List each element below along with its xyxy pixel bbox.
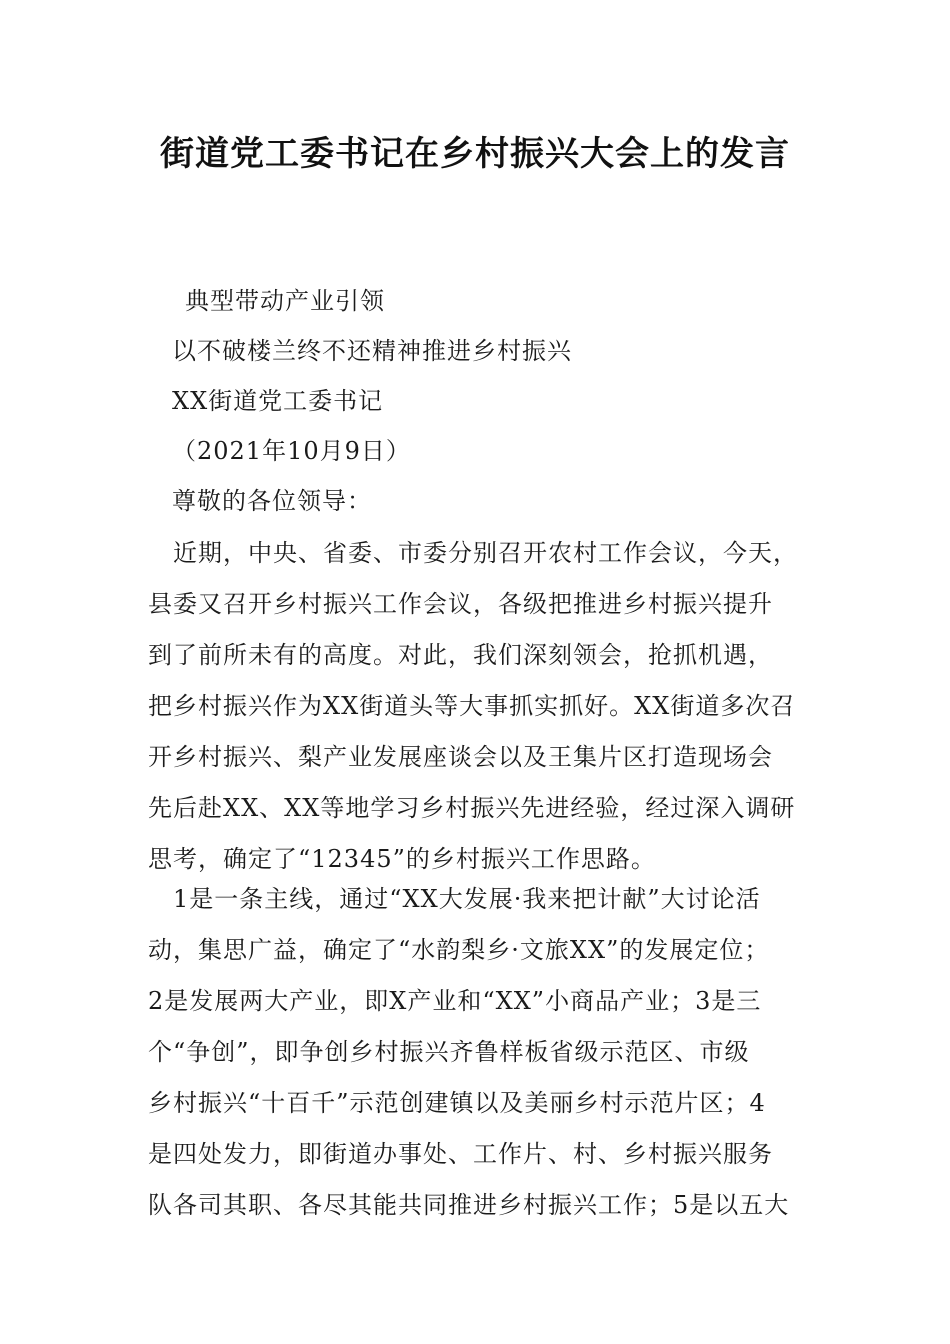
paragraph-line: 先后赴XX、XX等地学习乡村振兴先进经验，经过深入调研 [148,794,796,822]
paragraph-line: 是四处发力，即街道办事处、工作片、村、乡村振兴服务 [148,1140,773,1168]
paragraph-line: 2是发展两大产业，即X产业和“XX”小商品产业；3是三 [148,987,762,1015]
paragraph-line: 动，集思广益，确定了“水韵梨乡·文旅XX”的发展定位； [148,936,770,964]
body-paragraph-2 [148,874,828,1231]
date-line: （2021年10月9日） [172,437,411,465]
paragraph-line: 1是一条主线，通过“XX大发展·我来把计献”大讨论活 [148,885,761,913]
paragraph-line: 乡村振兴“十百千”示范创建镇以及美丽乡村示范片区；4 [148,1089,766,1117]
paragraph-line: 到了前所未有的高度。对此，我们深刻领会，抢抓机遇， [148,641,773,669]
salutation-line: 尊敬的各位领导： [172,487,372,515]
paragraph-line: 近期，中央、省委、市委分别召开农村工作会议，今天， [148,539,798,567]
body-paragraph-1 [148,528,828,885]
theme-line: 以不破楼兰终不还精神推进乡村振兴 [172,337,572,365]
document-title: 街道党工委书记在乡村振兴大会上的发言 [160,134,790,174]
subtitle-line: 典型带动产业引领 [185,287,385,315]
paragraph-line: 县委又召开乡村振兴工作会议，各级把推进乡村振兴提升 [148,590,773,618]
paragraph-line: 开乡村振兴、梨产业发展座谈会以及王集片区打造现场会 [148,743,773,771]
paragraph-line: 思考，确定了“12345”的乡村振兴工作思路。 [148,845,656,873]
speaker-line: XX街道党工委书记 [172,387,384,415]
paragraph-line: 把乡村振兴作为XX街道头等大事抓实抓好。XX街道多次召 [148,692,796,720]
paragraph-line: 个“争创”，即争创乡村振兴齐鲁样板省级示范区、市级 [148,1038,750,1066]
paragraph-line: 队各司其职、各尽其能共同推进乡村振兴工作；5是以五大 [148,1191,790,1219]
